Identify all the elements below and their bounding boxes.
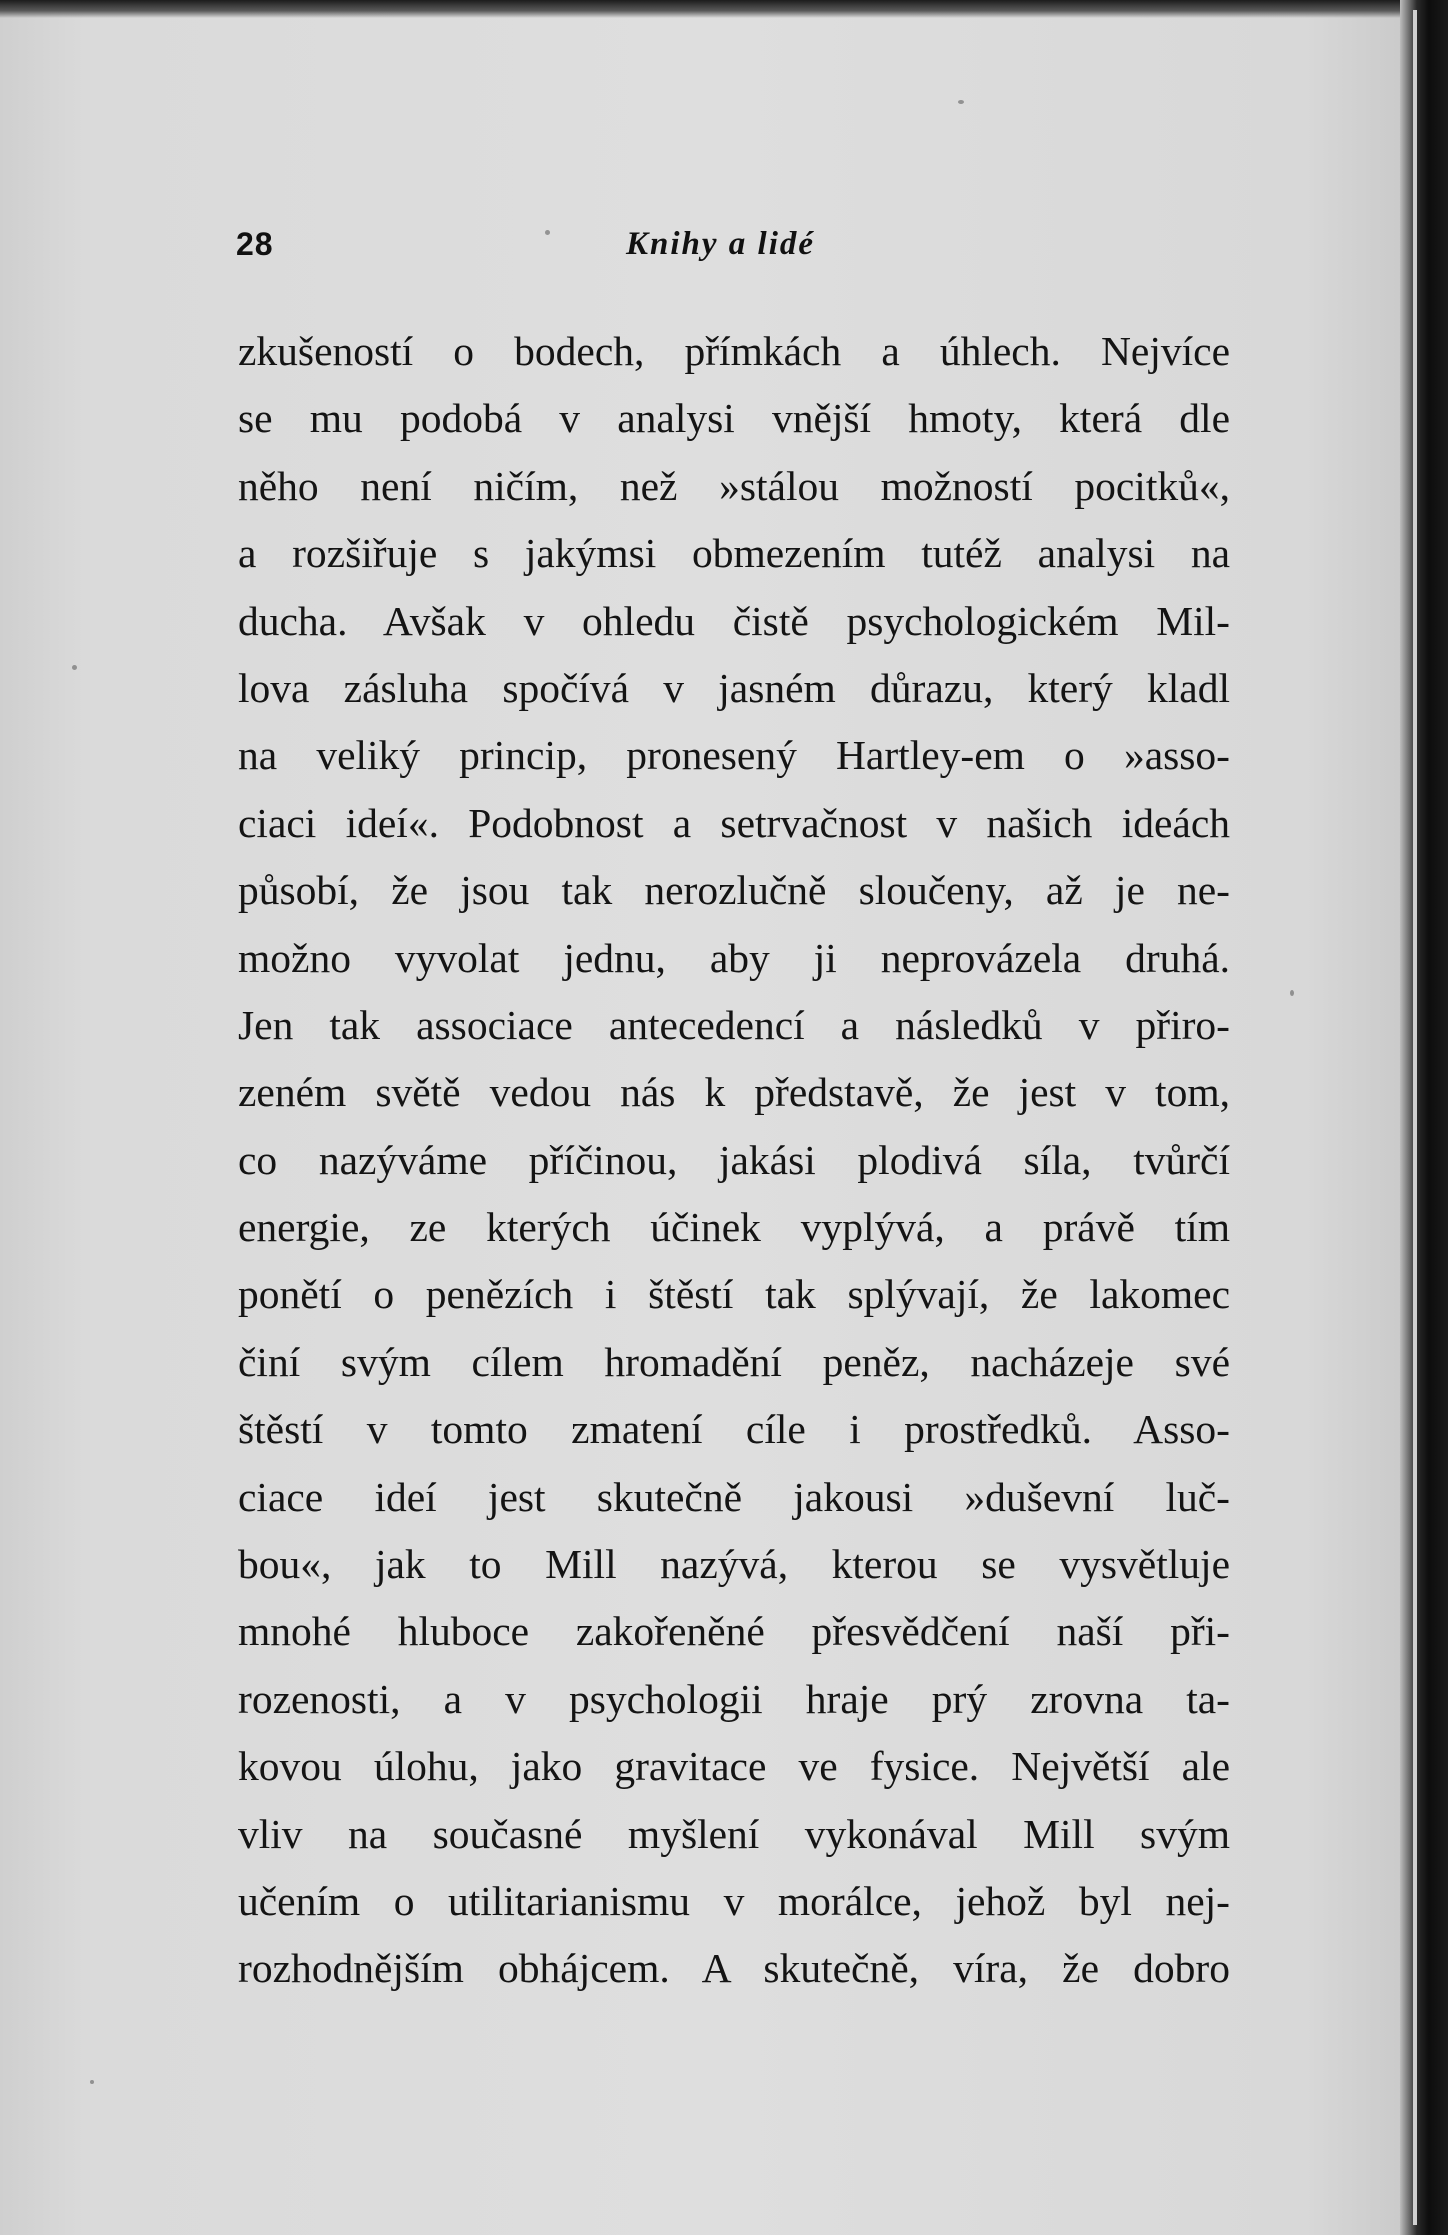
text-line: Jen tak associace antecedencí a následků v přiro- [238, 1001, 1230, 1048]
text-line: působí, že jsou tak nerozlučně sloučeny, až je ne- [238, 867, 1230, 914]
page-header [236, 226, 1228, 274]
text-line: se mu podobá v analysi vnější hmoty, která dle [238, 395, 1230, 442]
text-line: energie, ze kterých účinek vyplývá, a právě tím [238, 1204, 1230, 1251]
text-line: rozhodnějším obhájcem. A skutečně, víra, že dobro [238, 1945, 1230, 1992]
text-line: štěstí v tomto zmatení cíle i prostředků. Asso- [238, 1406, 1230, 1453]
text-line: ducha. Avšak v ohledu čistě psychologickém Mil- [238, 597, 1230, 644]
body-text [238, 318, 1230, 2003]
text-line: zeném světě vedou nás k představě, že jest v tom, [238, 1069, 1230, 1116]
paper-speck [72, 665, 77, 670]
text-line: na veliký princip, pronesený Hartley-em o »asso- [238, 732, 1230, 779]
text-line: a rozšiřuje s jakýmsi obmezením tutéž analysi na [238, 530, 1230, 577]
text-line: lova zásluha spočívá v jasném důrazu, který kladl [238, 664, 1230, 711]
paper-speck [958, 100, 964, 104]
text-line: bou«, jak to Mill nazývá, kterou se vysvětluje [238, 1541, 1230, 1588]
text-line: rozenosti, a v psychologii hraje prý zrovna ta- [238, 1675, 1230, 1722]
text-line: kovou úlohu, jako gravitace ve fysice. Největší ale [238, 1743, 1230, 1790]
running-title: Knihy a lidé [626, 226, 816, 262]
text-line: ciaci ideí«. Podobnost a setrvačnost v našich ideách [238, 799, 1230, 846]
text-line: možno vyvolat jednu, aby ji neprovázela druhá. [238, 934, 1230, 981]
paper-speck [1290, 990, 1294, 996]
text-line: učením o utilitarianismu v morálce, jehož byl nej- [238, 1877, 1230, 1924]
paper-speck [545, 230, 550, 235]
text-line: činí svým cílem hromadění peněz, nacházeje své [238, 1338, 1230, 1385]
page-edge-line [1413, 10, 1417, 2225]
page-number: 28 [236, 226, 274, 262]
text-line: ciace ideí jest skutečně jakousi »duševní luč- [238, 1473, 1230, 1520]
paper-speck [90, 2080, 94, 2084]
text-line: něho není ničím, než »stálou možností pocitků«, [238, 462, 1230, 509]
text-line: ponětí o penězích i štěstí tak splývají, že lakomec [238, 1271, 1230, 1318]
text-line: mnohé hluboce zakořeněné přesvědčení naší při- [238, 1608, 1230, 1655]
text-line: co nazýváme příčinou, jakási plodivá síla, tvůrčí [238, 1136, 1230, 1183]
text-line: vliv na současné myšlení vykonával Mill svým [238, 1810, 1230, 1857]
page-edge [1400, 0, 1448, 2235]
text-line: zkušeností o bodech, přímkách a úhlech. Nejvíce [238, 328, 1230, 374]
